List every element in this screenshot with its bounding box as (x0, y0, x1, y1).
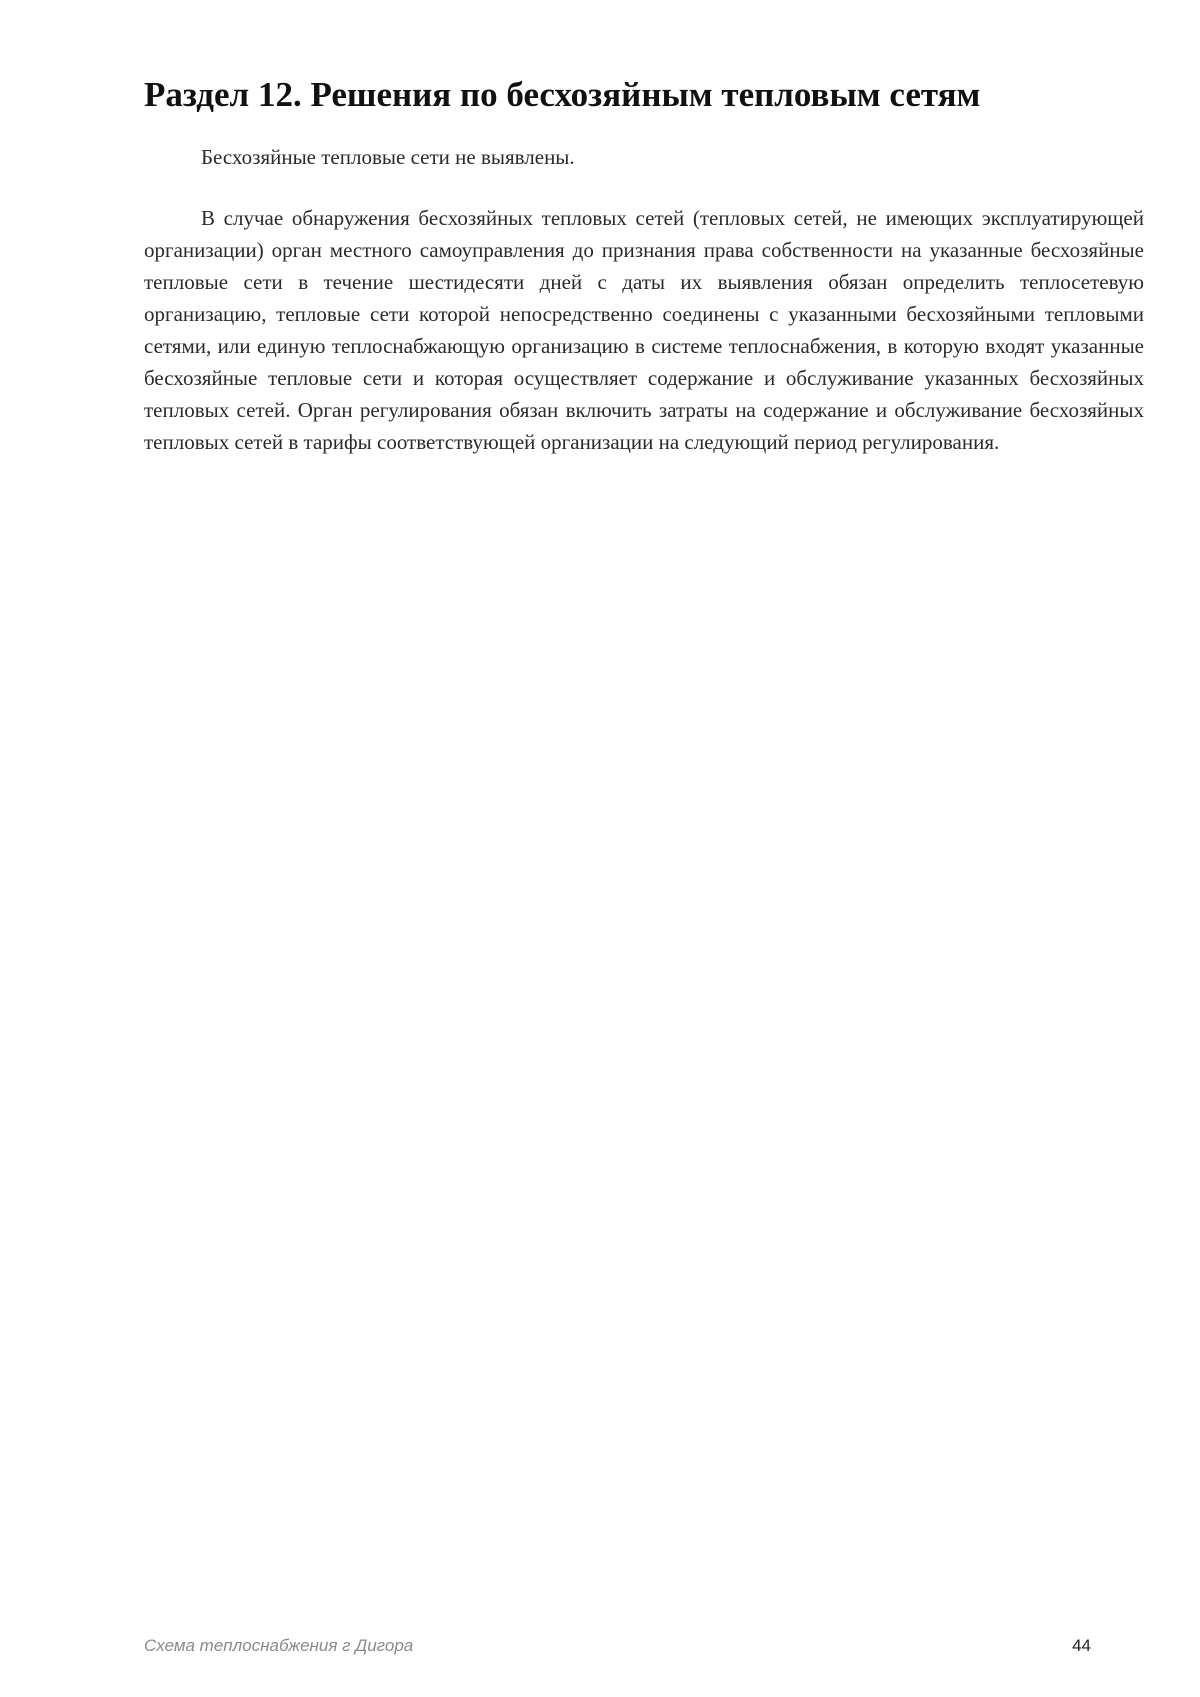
paragraph-ownerless-networks-procedure: В случае обнаружения бесхозяйных тепловых сетей (тепловых сетей, не имеющих эксплуатирующей организации) орган местного самоуправления до признания права собственности на указанные бесхозяйные тепловые сети в течение шестидесяти дней с даты их выявления обязан определить теплосетевую организацию, тепловые сети которой непосредственно соединены с указанными бесхозяйными тепловыми сетями, или единую теплоснабжающую организацию в системе теплоснабжения, в которую входят указанные бесхозяйные тепловые сети и которая осуществляет содержание и обслуживание указанных бесхозяйных тепловых сетей. Орган регулирования обязан включить затраты на содержание и обслуживание бесхозяйных тепловых сетей в тарифы соответствующей организации на следующий период регулирования. (144, 206, 1144, 454)
section-heading: Раздел 12. Решения по бесхозяйным тепловым сетям (144, 75, 981, 114)
page-number: 44 (1072, 1636, 1091, 1655)
paragraph-no-ownerless-networks: Бесхозяйные тепловые сети не выявлены. (201, 145, 575, 169)
footer-document-title: Схема теплоснабжения г Дигора (144, 1636, 414, 1655)
